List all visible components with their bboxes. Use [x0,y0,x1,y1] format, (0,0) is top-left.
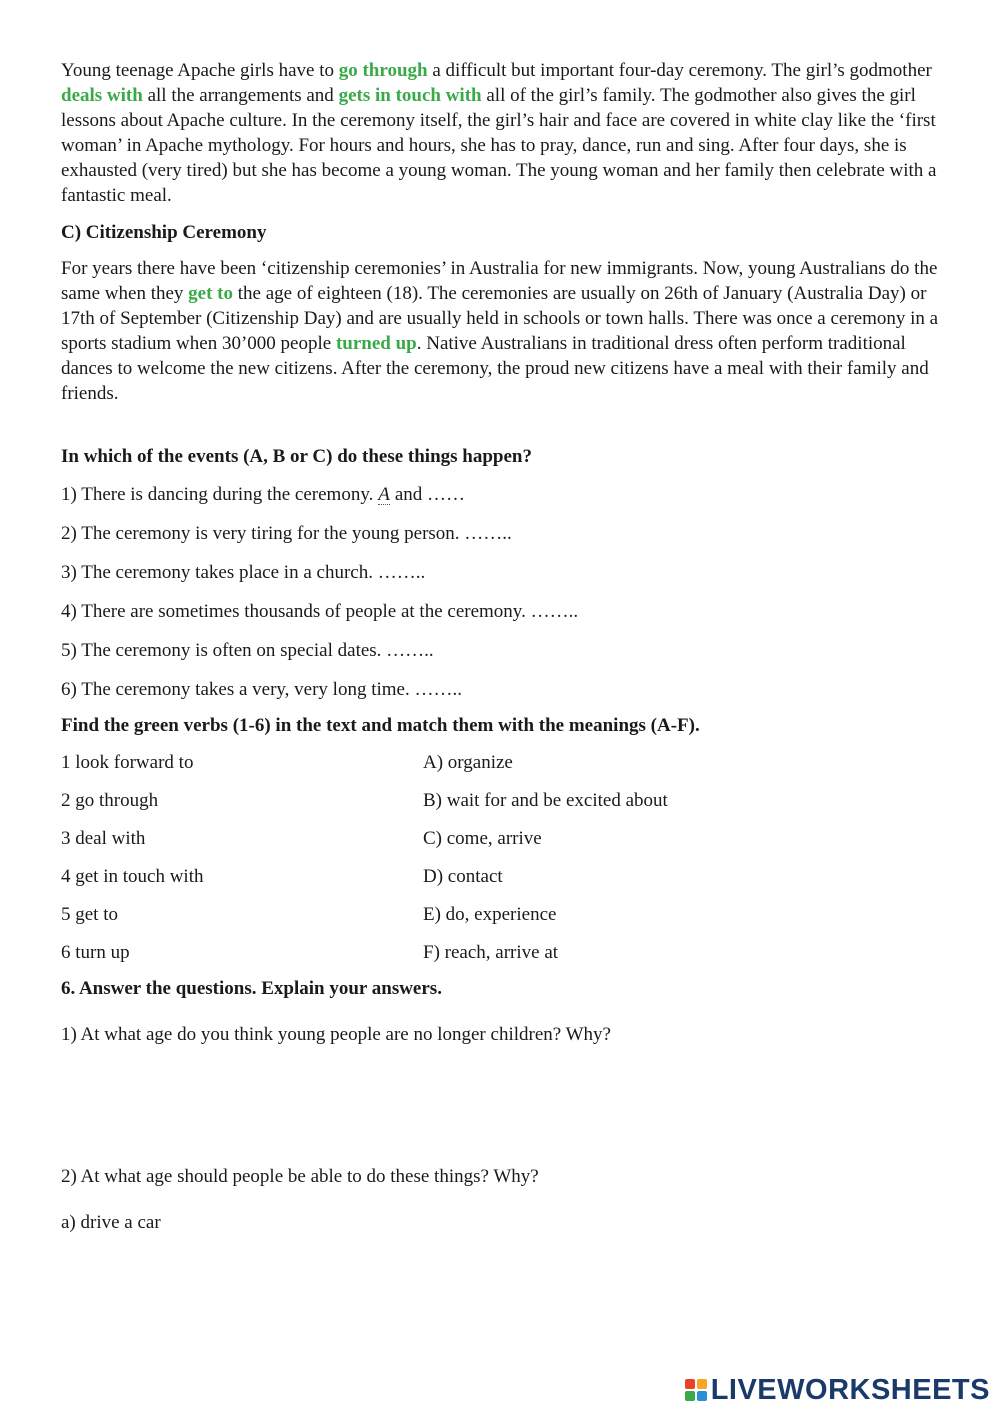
event-question-4 [61,599,941,624]
liveworksheets-logo-icon [685,1379,707,1401]
green-verb-turned-up: turned up [335,333,417,354]
worksheet-page [61,58,941,1234]
section-6-heading: 6. Answer the questions. Explain your answers. [61,978,442,999]
text-run: For years there have been ‘citizenship ceremonies’ in Australia for new immigrants. Now, young Australians do the same when they [61,258,938,304]
green-verb-gets-in-touch-with: gets in touch with [338,85,482,106]
liveworksheets-logo-text: LIVEWORKSHEETS [710,1373,990,1406]
question-text[interactable]: 5) The ceremony is often on special dates. …….. [61,640,434,661]
green-verb-go-through: go through [338,60,428,81]
matching-meaning[interactable]: E) do, experience [423,904,557,925]
question-text[interactable]: 2) The ceremony is very tiring for the young person. …….. [61,523,512,544]
event-question-3 [61,560,941,585]
matching-meaning[interactable]: B) wait for and be excited about [423,790,668,811]
question-text[interactable]: 4) There are sometimes thousands of people at the ceremony. …….. [61,601,579,622]
paragraph-apache-ceremony [61,58,941,208]
green-verb-deals-with: deals with [61,85,143,106]
logo-square-green [685,1391,695,1401]
text-run: the age of eighteen (18). The ceremonies are usually on 26th of January (Australia Day) or 17th of September (Citizenship Day) and are usually held in schools or town halls. There was once a ceremony in a sports stadium when 30’000 people [61,283,939,354]
question-text: 1) There is dancing during the ceremony. [61,484,379,505]
text-run: Young teenage Apache girls have to [61,60,339,81]
matching-row [61,826,941,851]
matching-row [61,902,941,927]
text-run: . Native Australians in traditional dress often perform traditional dances to welcome the new citizens. After the ceremony, the proud new citizens have a meal with their family and friends. [61,333,929,404]
events-question-list [61,482,941,702]
matching-verb[interactable]: 3 deal with [61,828,146,849]
text-run: a difficult but important four-day ceremony. The girl’s godmother [427,60,932,81]
green-verb-get-to: get to [188,283,233,304]
events-question-heading: In which of the events (A, B or C) do these things happen? [61,446,533,467]
section-c-heading: C) Citizenship Ceremony [61,222,267,243]
logo-square-red [685,1379,695,1389]
answer-field-1[interactable]: A [378,484,390,505]
matching-verb[interactable]: 6 turn up [61,942,130,963]
question-suffix: and …… [390,484,466,505]
text-run: all the arrangements and [142,85,339,106]
matching-verb[interactable]: 1 look forward to [61,752,194,773]
matching-meaning[interactable]: C) come, arrive [423,828,542,849]
matching-row [61,750,941,775]
matching-meaning[interactable]: A) organize [423,752,513,773]
matching-row [61,940,941,965]
matching-row [61,864,941,889]
matching-meaning[interactable]: F) reach, arrive at [423,942,559,963]
open-question-1: 1) At what age do you think young people are no longer children? Why? [61,1024,611,1045]
matching-verb[interactable]: 4 get in touch with [61,866,204,887]
question-text[interactable]: 6) The ceremony takes a very, very long time. …….. [61,679,462,700]
event-question-6 [61,677,941,702]
matching-verb[interactable]: 2 go through [61,790,159,811]
logo-square-blue [697,1391,707,1401]
open-question-2: 2) At what age should people be able to do these things? Why? [61,1166,539,1187]
event-question-1 [61,482,941,507]
logo-square-orange [697,1379,707,1389]
matching-heading: Find the green verbs (1-6) in the text and match them with the meanings (A-F). [61,715,700,736]
question-text[interactable]: 3) The ceremony takes place in a church. …….. [61,562,426,583]
liveworksheets-logo[interactable] [685,1375,990,1405]
matching-verb[interactable]: 5 get to [61,904,118,925]
event-question-2 [61,521,941,546]
paragraph-citizenship-ceremony [61,256,941,406]
text-run: all of the girl’s family. The godmother also gives the girl lessons about Apache culture. In the ceremony itself, the girl’s hair and face are covered in white clay like the ‘first woman’ in Apache mythology. For hours and hours, she has to pray, dance, run and sing. After four days, she is exhausted (very tired) but she has become a young woman. The young woman and her family then celebrate with a fantastic meal. [61,85,937,206]
matching-meaning[interactable]: D) contact [423,866,503,887]
open-question-2a: a) drive a car [61,1212,161,1233]
event-question-5 [61,638,941,663]
matching-row [61,788,941,813]
matching-table [61,750,941,965]
